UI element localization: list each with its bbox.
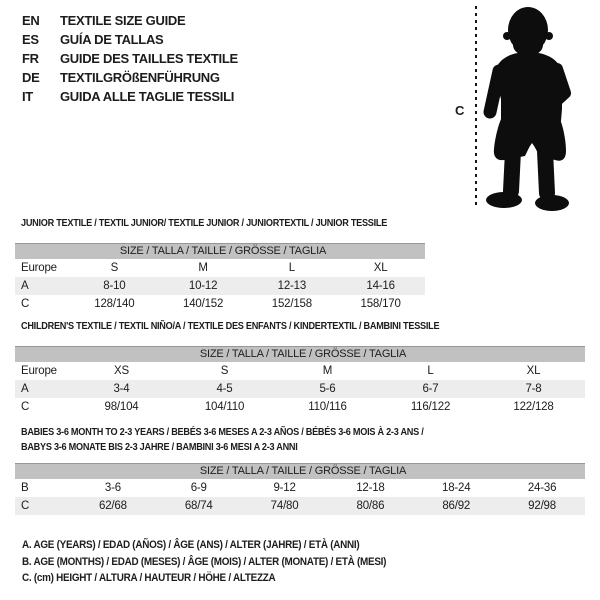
size-cell: 122/128 [513,401,554,413]
row-label: B [21,482,29,494]
size-cell: M [198,262,208,274]
size-cell: 14-16 [336,277,425,295]
size-cell: 104/110 [204,401,245,413]
size-header-band [15,464,585,480]
baby-silhouette-icon [478,3,593,211]
table-row [15,259,425,277]
language-code: EN [22,13,40,28]
size-cell: XL [526,365,541,377]
language-label: GUÍA DE TALLAS [60,32,164,47]
table-row [15,479,585,497]
footnote-a: A. AGE (YEARS) / EDAD (AÑOS) / ÂGE (ANS) / ALTER (JAHRE) / ETÀ (ANNI) [22,539,360,551]
junior-table-title: JUNIOR TEXTILE / TEXTIL JUNIOR/ TEXTILE JUNIOR / JUNIORTEXTIL / JUNIOR TESSILE [21,217,388,229]
size-header-label: SIZE / TALLA / TAILLE / GRÖSSE / TAGLIA [15,244,425,260]
size-cell: 6-7 [379,380,482,398]
size-cell: 80/86 [327,497,413,515]
language-label: TEXTILE SIZE GUIDE [60,13,186,28]
table-row [15,277,425,295]
row-label: Europe [21,365,57,377]
size-cell: 6-9 [190,482,207,494]
size-cell: L [427,365,434,377]
size-cell: 18-24 [442,482,471,494]
language-code: IT [22,89,33,104]
size-header-label: SIZE / TALLA / TAILLE / GRÖSSE / TAGLIA [15,347,585,363]
babies-title-line-1: BABIES 3-6 MONTH TO 2-3 YEARS / BEBÉS 3-6 MESES A 2-3 AÑOS / BÉBÉS 3-6 MOIS À 2-3 ANS / [21,426,424,438]
table-row [15,295,425,313]
size-cell: S [110,262,119,274]
baby-figure [440,0,600,220]
row-label: A [15,380,70,398]
size-cell: XL [373,262,388,274]
row-label: A [15,277,70,295]
size-cell: 128/140 [94,298,135,310]
size-cell: 12-13 [248,277,337,295]
size-cell: 152/158 [271,298,312,310]
size-cell: 24-36 [527,482,557,494]
language-row-de [22,68,238,87]
language-row-it [22,87,238,106]
table-row [15,380,585,398]
size-header-label: SIZE / TALLA / TAILLE / GRÖSSE / TAGLIA [15,464,585,480]
language-list [22,11,238,106]
language-code: FR [22,51,39,66]
size-cell: 92/98 [499,497,585,515]
size-cell: L [288,262,295,274]
children-table-title: CHILDREN'S TEXTILE / TEXTIL NIÑO/A / TEXTILE DES ENFANTS / KINDERTEXTIL / BAMBINI TESSILE [21,320,440,332]
size-cell: M [322,365,333,377]
size-cell: 8-10 [70,277,159,295]
footnote-b: B. AGE (MONTHS) / EDAD (MESES) / ÂGE (MOIS) / ALTER (MONATE) / ETÀ (MESI) [22,555,387,568]
size-cell: 98/104 [104,401,139,413]
children-size-table [15,346,585,416]
size-cell: 10-12 [159,277,248,295]
size-cell: 116/122 [410,401,451,413]
row-label: C [21,298,30,310]
junior-size-table [15,243,425,313]
language-label: GUIDA ALLE TAGLIE TESSILI [60,89,235,104]
size-cell: 62/68 [70,497,156,515]
size-cell: 7-8 [482,380,585,398]
size-cell: XS [114,365,129,377]
size-cell: S [220,365,229,377]
size-cell: 68/74 [156,497,242,515]
height-measure-line [475,6,477,207]
footnote-c: C. (cm) HEIGHT / ALTURA / HAUTEUR / HÖHE / ALTEZZA [22,572,276,584]
size-cell: 158/170 [360,298,401,310]
language-row-fr [22,49,238,68]
table-row [15,497,585,515]
size-header-band [15,347,585,363]
size-header-band [15,244,425,260]
row-label: C [21,401,30,413]
footnotes [22,537,427,587]
babies-size-table [15,463,585,515]
language-label: GUIDE DES TAILLES TEXTILE [60,51,238,66]
size-cell: 12-18 [356,482,385,494]
language-code: ES [22,32,39,47]
language-label: TEXTILGRÖßENFÜHRUNG [60,70,220,85]
babies-table-title [21,425,424,455]
language-code: DE [22,70,40,85]
table-row [15,398,585,416]
size-cell: 3-6 [104,482,121,494]
measure-label-c: C [455,103,465,118]
size-cell: 74/80 [242,497,328,515]
language-row-es [22,30,238,49]
size-cell: 4-5 [173,380,276,398]
size-cell: 86/92 [413,497,499,515]
size-cell: 140/152 [183,298,224,310]
size-cell: 5-6 [276,380,379,398]
babies-title-line-2: BABYS 3-6 MONATE BIS 2-3 JAHRE / BAMBINI 3-6 MESI A 2-3 ANNI [21,441,298,453]
size-cell: 110/116 [308,401,347,413]
language-row-en [22,11,238,30]
size-cell: 9-12 [273,482,296,494]
row-label: Europe [21,262,57,274]
size-cell: 3-4 [70,380,173,398]
row-label: C [15,497,70,515]
table-row [15,362,585,380]
